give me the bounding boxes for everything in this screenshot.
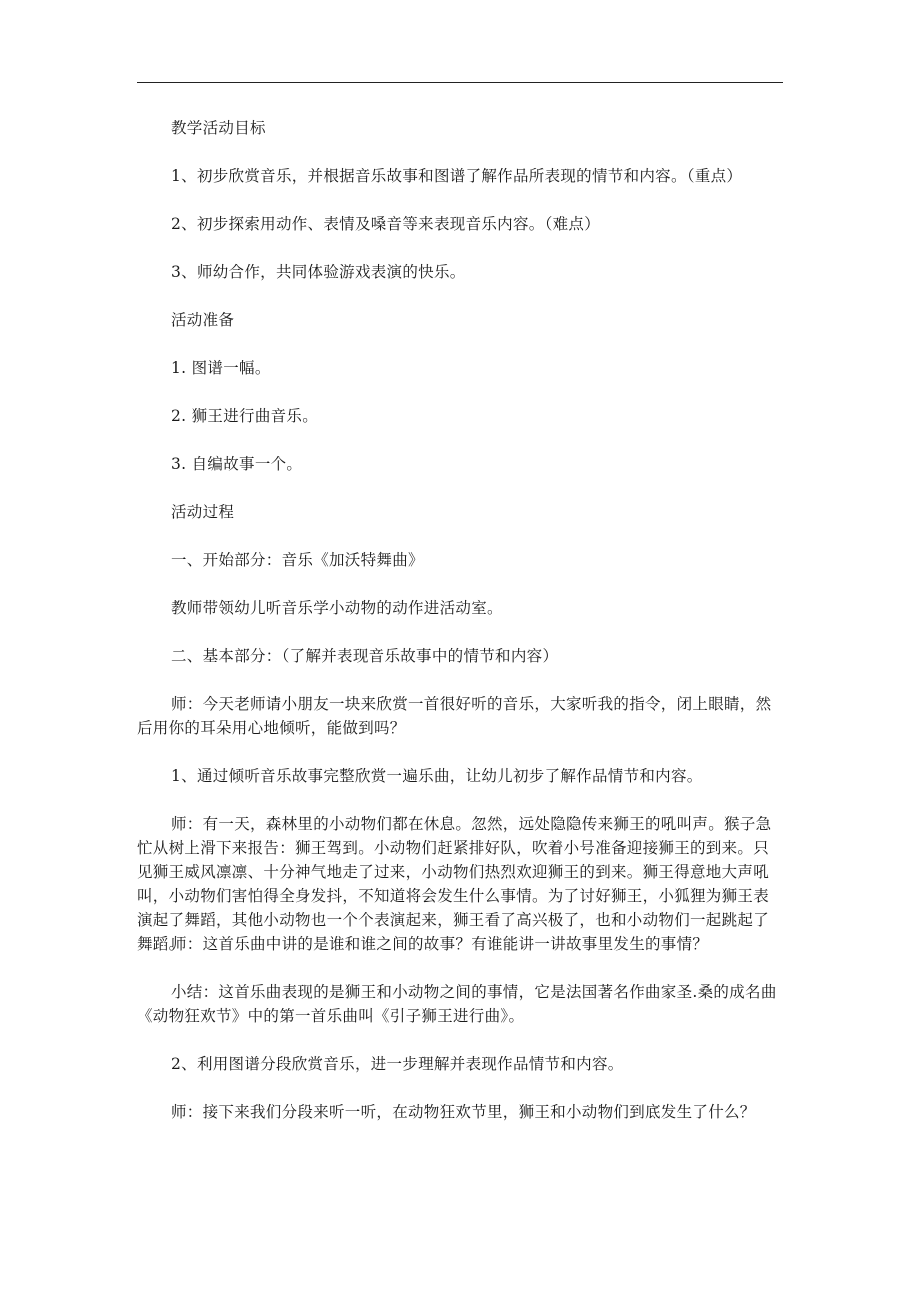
section-heading-preparation: 活动准备 xyxy=(171,311,235,329)
objective-2: 2、初步探索用动作、表情及嗓音等来表现音乐内容。（难点） xyxy=(171,215,601,233)
section-heading-process: 活动过程 xyxy=(171,503,235,521)
process-part-1-heading: 一、开始部分：音乐《加沃特舞曲》 xyxy=(171,551,424,569)
objective-1: 1、初步欣赏音乐，并根据音乐故事和图谱了解作品所表现的情节和内容。（重点） xyxy=(171,167,743,185)
section-heading-objectives: 教学活动目标 xyxy=(171,119,266,137)
summary-paragraph: 小结：这首乐曲表现的是狮王和小动物之间的事情，它是法国著名作曲家圣.桑的成名曲《动物狂欢节》中的第一首乐曲叫《引子狮王进行曲》。 xyxy=(137,983,777,1025)
step-2-heading: 2、利用图谱分段欣赏音乐，进一步理解并表现作品情节和内容。 xyxy=(171,1055,624,1073)
teacher-question-paragraph: 师：这首乐曲中讲的是谁和谁之间的故事？有谁能讲一讲故事里发生的事情？ xyxy=(171,935,709,953)
objective-3: 3、师幼合作，共同体验游戏表演的快乐。 xyxy=(171,263,466,281)
teacher-intro-paragraph: 师：今天老师请小朋友一块来欣赏一首很好听的音乐，大家听我的指令，闭上眼睛，然后用你的耳朵用心地倾听，能做到吗？ xyxy=(137,695,772,737)
preparation-2: 2. 狮王进行曲音乐。 xyxy=(171,407,319,425)
teacher-story-paragraph: 师：有一天，森林里的小动物们都在休息。忽然，远处隐隐传来狮王的吼叫声。猴子急忙从树上滑下来报告：狮王驾到。小动物们赶紧排好队，吹着小号准备迎接狮王的到来。只见狮王威风凛凛、十分神气地走了过来，小动物们热烈欢迎狮王的到来。狮王得意地大声吼叫，小动物们害怕得全身发抖，不知道将会发生什么事情。为了讨好狮王，小狐狸为狮王表演起了舞蹈，其他小动物也一个个表演起来，狮王看了高兴极了，也和小动物们一起跳起了舞蹈。 xyxy=(137,815,772,953)
process-part-1-text: 教师带领幼儿听音乐学小动物的动作进活动室。 xyxy=(171,599,503,617)
preparation-1: 1. 图谱一幅。 xyxy=(171,359,271,377)
preparation-3: 3. 自编故事一个。 xyxy=(171,455,303,473)
step-1-heading: 1、通过倾听音乐故事完整欣赏一遍乐曲，让幼儿初步了解作品情节和内容。 xyxy=(171,767,703,785)
header-rule xyxy=(137,82,783,83)
teacher-segment-paragraph: 师：接下来我们分段来听一听，在动物狂欢节里，狮王和小动物们到底发生了什么？ xyxy=(171,1103,756,1121)
process-part-2-heading: 二、基本部分：（了解并表现音乐故事中的情节和内容） xyxy=(171,647,559,665)
